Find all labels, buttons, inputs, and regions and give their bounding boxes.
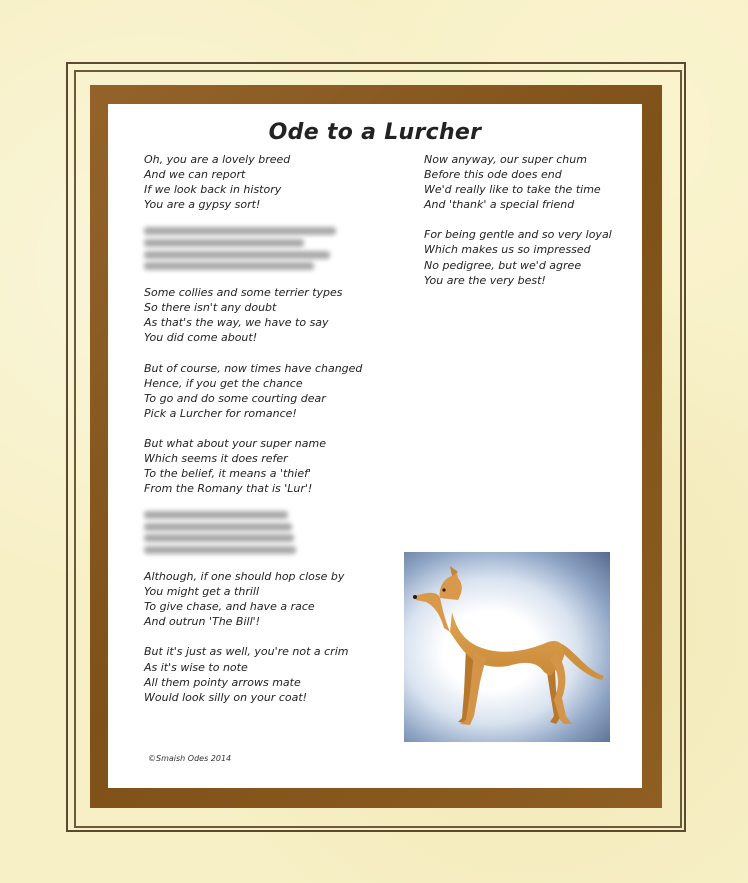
verse-line: But it's just as well, you're not a crim: [144, 645, 349, 659]
verse-line: To the belief, it means a 'thief': [144, 467, 311, 481]
blurred-verse: [144, 511, 384, 554]
copyright-notice: ©Smaish Odes 2014: [148, 754, 232, 763]
verse-line: You are a gypsy sort!: [144, 198, 261, 212]
verse-line: You might get a thrill: [144, 585, 260, 599]
verse: [424, 152, 634, 212]
verse-line: Some collies and some terrier types: [144, 286, 343, 300]
left-column: [144, 152, 384, 720]
verse-line: Before this ode does end: [424, 168, 562, 182]
verse: [144, 361, 384, 421]
lurcher-photo: [404, 552, 610, 742]
verse-line: But what about your super name: [144, 436, 326, 450]
verse-line: Oh, you are a lovely breed: [144, 153, 291, 166]
blurred-line: [144, 546, 296, 554]
verse-line: You did come about!: [144, 331, 258, 345]
blurred-line: [144, 523, 292, 531]
blurred-line: [144, 511, 288, 519]
blurred-line: [144, 262, 314, 270]
blurred-verse: [144, 227, 384, 270]
verse: [144, 285, 384, 345]
verse: [144, 152, 384, 212]
verse-line: So there isn't any doubt: [144, 301, 277, 315]
verse-line: Pick a Lurcher for romance!: [144, 406, 297, 420]
blurred-line: [144, 227, 336, 235]
dog-illustration: [404, 552, 610, 742]
verse-line: And we can report: [144, 168, 246, 182]
verse-line: We'd really like to take the time: [424, 183, 601, 197]
poem-title: Ode to a Lurcher: [268, 120, 482, 145]
verse-line: Hence, if you get the chance: [144, 376, 303, 390]
verse-line: Would look silly on your coat!: [144, 690, 308, 704]
verse: [144, 644, 384, 704]
verse-line: But of course, now times have changed: [144, 361, 363, 375]
verse: [144, 436, 384, 496]
verse-line: To give chase, and have a race: [144, 600, 315, 614]
verse-line: And outrun 'The Bill'!: [144, 615, 261, 629]
verse-line: For being gentle and so very loyal: [424, 228, 612, 242]
verse-line: If we look back in history: [144, 183, 282, 197]
blurred-line: [144, 534, 294, 542]
verse-line: From the Romany that is 'Lur'!: [144, 482, 313, 496]
blurred-line: [144, 251, 330, 259]
verse-line: You are the very best!: [424, 273, 546, 287]
verse-line: Now anyway, our super chum: [424, 153, 587, 166]
blurred-line: [144, 239, 304, 247]
verse-line: And 'thank' a special friend: [424, 198, 575, 212]
verse-line: No pedigree, but we'd agree: [424, 258, 582, 272]
poem-sheet: [108, 104, 642, 788]
verse-line: Which seems it does refer: [144, 452, 288, 465]
verse: [144, 569, 384, 629]
verse-line: As that's the way, we have to say: [144, 316, 329, 330]
verse-line: Although, if one should hop close by: [144, 570, 345, 584]
verse-line: To go and do some courting dear: [144, 391, 326, 405]
verse-line: Which makes us so impressed: [424, 243, 591, 257]
verse-line: As it's wise to note: [144, 660, 248, 674]
right-column: [424, 152, 634, 303]
verse-line: All them pointy arrows mate: [144, 675, 301, 689]
verse: [424, 227, 634, 287]
